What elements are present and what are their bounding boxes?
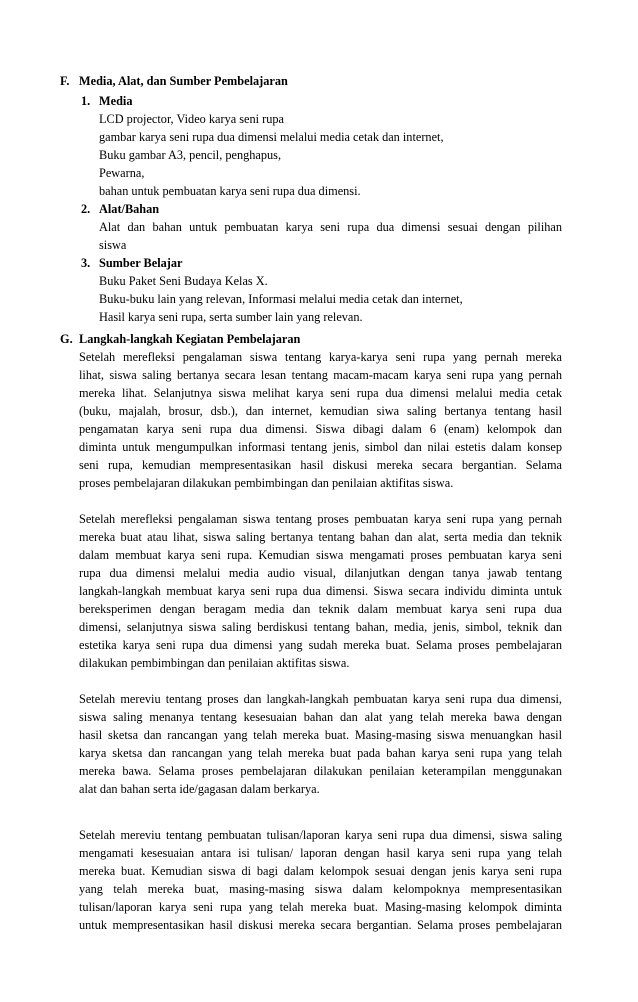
item-1-line: gambar karya seni rupa dua dimensi melalui media cetak dan internet, [99,130,444,144]
paragraph-1-line: diminta untuk mengumpulkan informasi tentang jenis, simbol dan nilai estetis dalam konsep [79,440,562,454]
item-3-number: 3. [81,256,91,270]
section-g-heading: Langkah-langkah Kegiatan Pembelajaran [79,332,301,346]
item-3-title: Sumber Belajar [99,256,183,270]
item-3-line: Hasil karya seni rupa, serta sumber lain yang relevan. [99,310,363,324]
item-2-line: siswa [99,238,127,252]
section-g-letter: G. [60,332,73,346]
paragraph-4-line: tulisan/laporan karya seni rupa yang telah mereka buat. Masing-masing kelompok diminta [79,900,562,914]
paragraph-1-line: lihat, siswa saling bertanya secara lesan tentang macam-macam karya seni rupa yang pernah [79,368,562,382]
item-2-title: Alat/Bahan [99,202,160,216]
paragraph-2-line: langkah-langkah membuat karya seni rupa dua dimensi. Siswa secara individu diminta untuk [79,584,562,598]
item-1-title: Media [99,94,133,108]
paragraph-2-line: dimensi, selanjutnya siswa saling berdiskusi tentang bahan, media, jenis, simbol, teknik dan [79,620,562,634]
paragraph-3-line: alat dan bahan serta ide/gagasan dalam berkarya. [79,782,320,796]
item-1-line: bahan untuk pembuatan karya seni rupa dua dimensi. [99,184,361,198]
item-3-line: Buku-buku lain yang relevan, Informasi melalui media cetak dan internet, [99,292,463,306]
paragraph-4-line: mereka buat. Kemudian siswa di bagi dalam kelompok sesuai dengan jenis karya seni rupa [79,864,562,878]
item-2-line: Alat dan bahan untuk pembuatan karya seni rupa dua dimensi sesuai dengan pilihan [99,220,562,234]
section-f-letter: F. [60,74,70,88]
paragraph-3-line: karya sketsa dan rancangan yang telah mereka buat pada bahan karya seni rupa yang telah [79,746,562,760]
section-f-heading: Media, Alat, dan Sumber Pembelajaran [79,74,288,88]
paragraph-1-line: pengamatan karya seni rupa dua dimensi. Siswa dibagi dalam 6 (enam) kelompok dan [79,422,562,436]
item-1-line: Pewarna, [99,166,145,180]
paragraph-4-line: untuk mempresentasikan hasil diskusi mereka secara bergantian. Selama proses pembelajaran [79,918,562,932]
paragraph-3-line: siswa saling menanya tentang kesesuaian bahan dan alat yang telah mereka bawa dengan [79,710,562,724]
paragraph-2-line: Setelah merefleksi pengalaman siswa tentang proses pembuatan karya seni rupa yang pernah [79,512,562,526]
item-2-number: 2. [81,202,91,216]
paragraph-1-line: Setelah merefleksi pengalaman siswa tentang karya-karya seni rupa yang pernah mereka [79,350,562,364]
item-1-line: Buku gambar A3, pencil, penghapus, [99,148,282,162]
item-1-line: LCD projector, Video karya seni rupa [99,112,284,126]
paragraph-1-line: (buku, majalah, brosur, dsb.), dan internet, kemudian siwa saling bertanya tentang hasil [79,404,562,418]
paragraph-3-line: mereka bawa. Selama proses pembelajaran dilakukan penilaian keterampilan menggunakan [79,764,562,778]
paragraph-4-line: Setelah mereviu tentang pembuatan tulisan/laporan karya seni rupa dua dimensi, siswa saling [79,828,562,842]
paragraph-4-line: yang telah mereka buat, masing-masing siswa dalam kelompoknya mempresentasikan [79,882,562,896]
paragraph-4-line: mengamati kesesuaian antara isi tulisan/ laporan dengan hasil karya seni rupa yang telah [79,846,562,860]
paragraph-2-line: bereksperimen dengan beragam media dan teknik dalam membuat karya seni rupa dua [79,602,562,616]
paragraph-1-line: mereka lihat. Selanjutnya siswa melihat karya seni rupa dua dimensi melalui media cetak [79,386,562,400]
paragraph-1-line: seni rupa, kemudian mempresentasikan hasil diskusi mereka secara bergantian. Selama [79,458,562,472]
item-1-number: 1. [81,94,91,108]
paragraph-2-line: rupa dua dimensi melalui media audio visual, dilanjutkan dengan tanya jawab tentang [79,566,562,580]
paragraph-2-line: dalam membuat karya seni rupa. Kemudian siswa mengamati proses pembuatan karya seni [79,548,562,562]
paragraph-2-line: dilakukan pembimbingan dan penilaian aktifitas siswa. [79,656,350,670]
paragraph-3-line: hasil sketsa dan rancangan yang telah mereka buat. Masing-masing siswa menuangkan hasil [79,728,562,742]
paragraph-2-line: mereka buat atau lihat, siswa saling bertanya tentang bahan dan alat, serta media dan teknik [79,530,562,544]
paragraph-2-line: estetika karya seni rupa dua dimensi yang sudah mereka buat. Selama proses pembelajaran [79,638,562,652]
paragraph-3-line: Setelah mereviu tentang proses dan langkah-langkah pembuatan karya seni rupa dua dimensi, [79,692,562,706]
item-3-line: Buku Paket Seni Budaya Kelas X. [99,274,268,288]
paragraph-1-line: proses pembelajaran dilakukan pembimbingan dan penilaian aktifitas siswa. [79,476,454,490]
